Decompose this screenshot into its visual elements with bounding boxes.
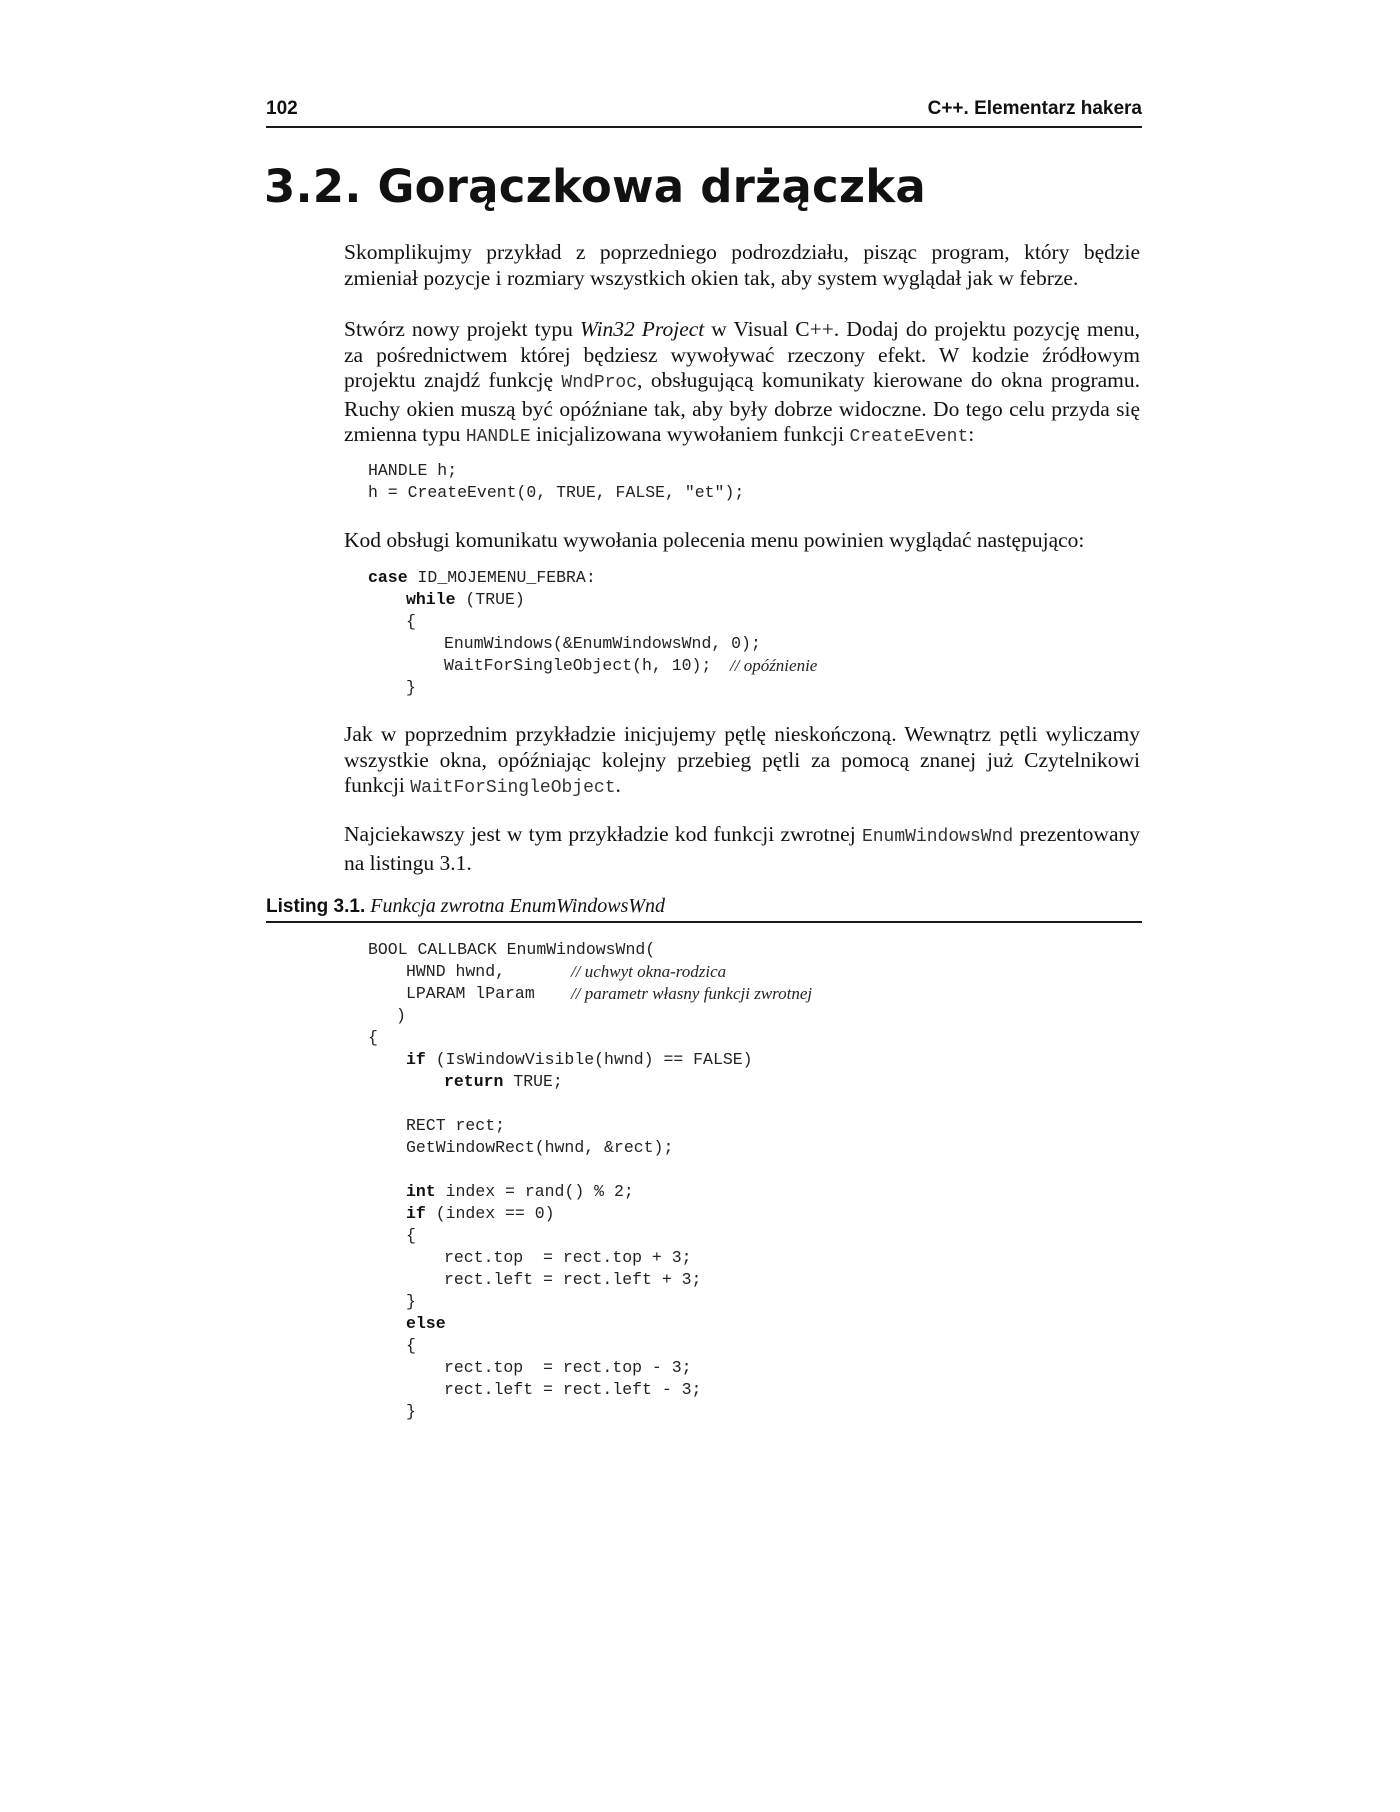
book-title: C++. Elementarz hakera — [927, 98, 1142, 119]
code-text: index = rand() % 2; — [435, 1182, 634, 1201]
code-text: (index == 0) — [425, 1204, 555, 1223]
listing-title — [266, 895, 1142, 923]
listing-label: Listing 3.1. — [266, 896, 366, 917]
paragraph-menu-handler: Kod obsługi komunikatu wywołania polecenia menu powinien wyglądać następująco: — [344, 528, 1085, 552]
code-line: rect.top = rect.top + 3; — [444, 1248, 692, 1267]
text: Najciekawszy jest w tym przykładzie kod funkcji zwrotnej — [344, 822, 862, 846]
text: inicjalizowana wywołaniem funkcji — [530, 422, 850, 446]
code-comment: // uchwyt okna-rodzica — [571, 962, 727, 981]
text: : — [968, 422, 975, 446]
code-line: { — [406, 1336, 416, 1355]
code-block-handle — [368, 460, 744, 504]
code-line — [368, 1093, 753, 1115]
code-line: BOOL CALLBACK EnumWindowsWnd( — [368, 940, 656, 959]
code-line — [368, 961, 753, 983]
code-line: RECT rect; — [406, 1116, 506, 1135]
code-line: h = CreateEvent(0, TRUE, FALSE, "et"); — [368, 483, 745, 502]
code-line — [368, 567, 761, 589]
paragraph-intro: Skomplikujmy przykład z poprzedniego podrozdziału, pisząc program, który będzie zmieniał pozycje i rozmiary wszystkich okien tak, aby system wyglądał jak w febrze. — [344, 240, 1140, 290]
code-line — [368, 1181, 753, 1203]
code-line: { — [406, 1226, 416, 1245]
inline-code-enumwindowswnd: EnumWindowsWnd — [861, 827, 1014, 847]
text: w Visual C++. Dodaj do projektu pozycję menu, za pośrednictwem której będziesz wywoływać rzeczony efekt. W kodzie źródłowym projektu znajdź funkcję — [344, 317, 1140, 392]
code-comment: // opóźnienie — [730, 656, 818, 675]
code-text: HWND hwnd, — [406, 962, 506, 981]
inline-code-wndproc: WndProc — [561, 373, 638, 393]
keyword: else — [406, 1314, 446, 1333]
code-line — [368, 589, 761, 611]
code-comment: // parametr własny funkcji zwrotnej — [571, 984, 813, 1003]
text: . — [615, 773, 621, 797]
code-line — [368, 1071, 753, 1093]
inline-code-waitforsingleobject: WaitForSingleObject — [410, 778, 616, 798]
keyword: while — [406, 590, 456, 609]
text: , obsługującą komunikaty kierowane do okna programu. Ruchy okien muszą być opóźniane tak, aby były dobrze widoczne. Do tego celu przyda się zmienna typu — [344, 368, 1140, 446]
code-text: TRUE; — [503, 1072, 563, 1091]
code-line — [368, 655, 818, 677]
code-line — [368, 983, 813, 1005]
code-line: { — [368, 1028, 378, 1047]
code-text: (IsWindowVisible(hwnd) == FALSE) — [425, 1050, 753, 1069]
text: Jak w poprzednim przykładzie inicjujemy pętlę nieskończoną. Wewnątrz pętli wyliczamy wszystkie okna, opóźniając kolejny przebieg pętli za pomocą znanej już Czytelnikowi funkcji — [344, 722, 1140, 797]
paragraph-project — [344, 317, 1140, 451]
paragraph-loop — [344, 722, 1140, 802]
code-line: GetWindowRect(hwnd, &rect); — [406, 1138, 674, 1157]
keyword: case — [368, 568, 408, 587]
code-line — [368, 1049, 753, 1071]
section-title: 3.2. Gorączkowa drżączka — [264, 160, 926, 213]
code-line: rect.left = rect.left + 3; — [444, 1270, 702, 1289]
code-line: } — [406, 1402, 416, 1421]
code-line: rect.left = rect.left - 3; — [444, 1380, 702, 1399]
page-number: 102 — [266, 98, 298, 119]
keyword: if — [406, 1050, 426, 1069]
text: prezentowany na listingu 3.1. — [344, 822, 1140, 875]
code-line: EnumWindows(&EnumWindowsWnd, 0); — [444, 634, 761, 653]
code-text: LPARAM lParam — [406, 984, 535, 1003]
code-block-case — [368, 567, 818, 699]
code-text: WaitForSingleObject(h, 10); — [444, 656, 712, 675]
keyword: int — [406, 1182, 436, 1201]
code-line: ) — [396, 1006, 406, 1025]
code-line: HANDLE h; — [368, 461, 458, 480]
listing-caption: Funkcja zwrotna EnumWindowsWnd — [370, 895, 666, 917]
code-line — [368, 1159, 753, 1181]
inline-code-handle: HANDLE — [465, 427, 531, 447]
code-line — [368, 1203, 753, 1225]
text: Stwórz nowy projekt typu — [344, 317, 580, 341]
code-line: } — [406, 1292, 416, 1311]
inline-code-createevent: CreateEvent — [849, 427, 969, 447]
code-line: rect.top = rect.top - 3; — [444, 1358, 692, 1377]
project-type: Win32 Project — [579, 317, 705, 341]
keyword: return — [444, 1072, 504, 1091]
paragraph-callback — [344, 822, 1140, 876]
code-text: (TRUE) — [455, 590, 525, 609]
code-line: { — [406, 612, 416, 631]
code-text: ID_MOJEMENU_FEBRA: — [407, 568, 596, 587]
code-line: } — [406, 678, 416, 697]
code-line — [368, 1313, 753, 1335]
keyword: if — [406, 1204, 426, 1223]
code-block-listing — [368, 939, 813, 1423]
page-header — [266, 98, 1142, 128]
